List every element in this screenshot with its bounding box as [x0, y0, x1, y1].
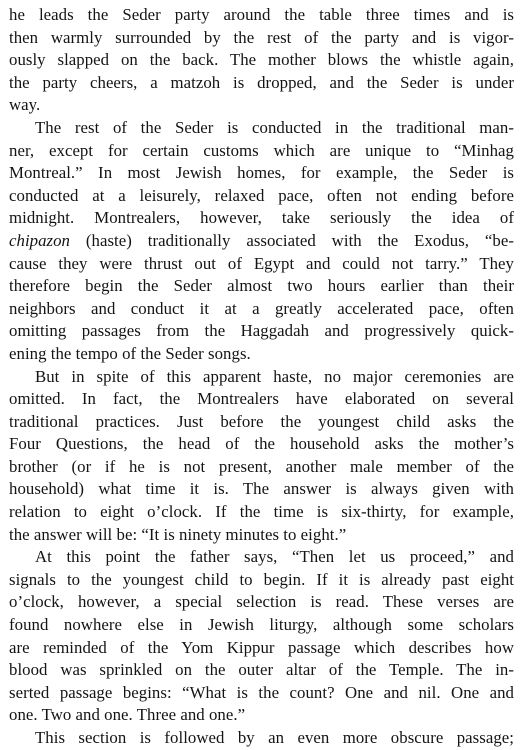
line-text: found nowhere else in Jewish liturgy, although some scholars	[9, 615, 514, 635]
text-line	[9, 253, 514, 276]
text-line	[9, 4, 514, 27]
text-line	[9, 230, 514, 253]
line-text: ening the tempo of the Seder songs.	[9, 343, 251, 363]
text-line	[9, 298, 514, 321]
line-text: At this point the father says, “Then let us proceed,” and	[35, 547, 514, 567]
text-line	[9, 275, 514, 298]
text-line	[9, 411, 514, 434]
body-text	[9, 4, 514, 750]
text-line	[9, 185, 514, 208]
text-line	[9, 591, 514, 614]
line-text: omitting passages from the Haggadah and progressively quick-	[9, 321, 514, 341]
line-text: omitted. In fact, the Montrealers have elaborated on several	[9, 389, 514, 409]
line-text: brother (or if he is not present, another male member of the	[9, 456, 514, 476]
text-line	[9, 366, 514, 389]
line-text: cause they were thrust out of Egypt and could not tarry.” They	[9, 253, 514, 273]
line-text: Four Questions, the head of the household asks the mother’s	[9, 434, 514, 454]
text-line	[9, 49, 514, 72]
line-text: household) what time it is. The answer is always given with	[9, 479, 514, 499]
line-text: signals to the youngest child to begin. If it is already past eight	[9, 569, 514, 589]
text-line	[9, 72, 514, 95]
text-line	[9, 162, 514, 185]
text-line	[9, 478, 514, 501]
italic-term: chipazon	[9, 230, 70, 250]
line-text: conducted at a leisurely, relaxed pace, often not ending before	[9, 185, 514, 205]
text-line	[9, 343, 514, 366]
text-line	[9, 433, 514, 456]
line-text: relation to eight o’clock. If the time is six-thirty, for example,	[9, 502, 514, 522]
line-text: are reminded of the Yom Kippur passage which describes how	[9, 637, 514, 657]
line-text: But in spite of this apparent haste, no major ceremonies are	[35, 366, 514, 386]
text-line	[9, 614, 514, 637]
text-line	[9, 456, 514, 479]
line-text: neighbors and conduct it at a greatly accelerated pace, often	[9, 298, 514, 318]
text-line	[9, 569, 514, 592]
text-line	[9, 659, 514, 682]
line-text: serted passage begins: “What is the count? One and nil. One and	[9, 682, 514, 702]
line-text: ner, except for certain customs which are unique to “Minhag	[9, 140, 514, 160]
text-line	[9, 546, 514, 569]
line-text: midnight. Montrealers, however, take seriously the idea of	[9, 208, 514, 228]
line-text: Montreal.” In most Jewish homes, for example, the Seder is	[9, 163, 514, 183]
text-line	[9, 501, 514, 524]
line-text: (haste) traditionally associated with the Exodus, “be-	[70, 230, 514, 250]
text-line	[9, 727, 514, 750]
line-text: The rest of the Seder is conducted in the traditional man-	[35, 117, 514, 137]
text-line	[9, 704, 514, 727]
line-text: therefore begin the Seder almost two hours earlier than their	[9, 276, 514, 296]
text-line	[9, 524, 514, 547]
text-line	[9, 94, 514, 117]
text-line	[9, 207, 514, 230]
line-text: he leads the Seder party around the table three times and is	[9, 5, 514, 24]
text-line	[9, 637, 514, 660]
text-line	[9, 682, 514, 705]
line-text: ously slapped on the back. The mother blows the whistle again,	[9, 50, 514, 70]
text-line	[9, 320, 514, 343]
line-text: then warmly surrounded by the rest of the party and is vigor-	[9, 27, 514, 47]
line-text: the party cheers, a matzoh is dropped, and the Seder is under	[9, 72, 514, 92]
line-text: This section is followed by an even more obscure passage;	[35, 728, 514, 747]
line-text: o’clock, however, a special selection is read. These verses are	[9, 592, 514, 612]
line-text: way.	[9, 95, 41, 115]
text-line	[9, 27, 514, 50]
line-text: traditional practices. Just before the youngest child asks the	[9, 411, 514, 431]
line-text: blood was sprinkled on the outer altar of the Temple. The in-	[9, 660, 514, 680]
line-text: the answer will be: “It is ninety minutes to eight.”	[9, 524, 347, 544]
text-line	[9, 140, 514, 163]
line-text: one. Two and one. Three and one.”	[9, 705, 246, 725]
text-line	[9, 388, 514, 411]
text-line	[9, 117, 514, 140]
